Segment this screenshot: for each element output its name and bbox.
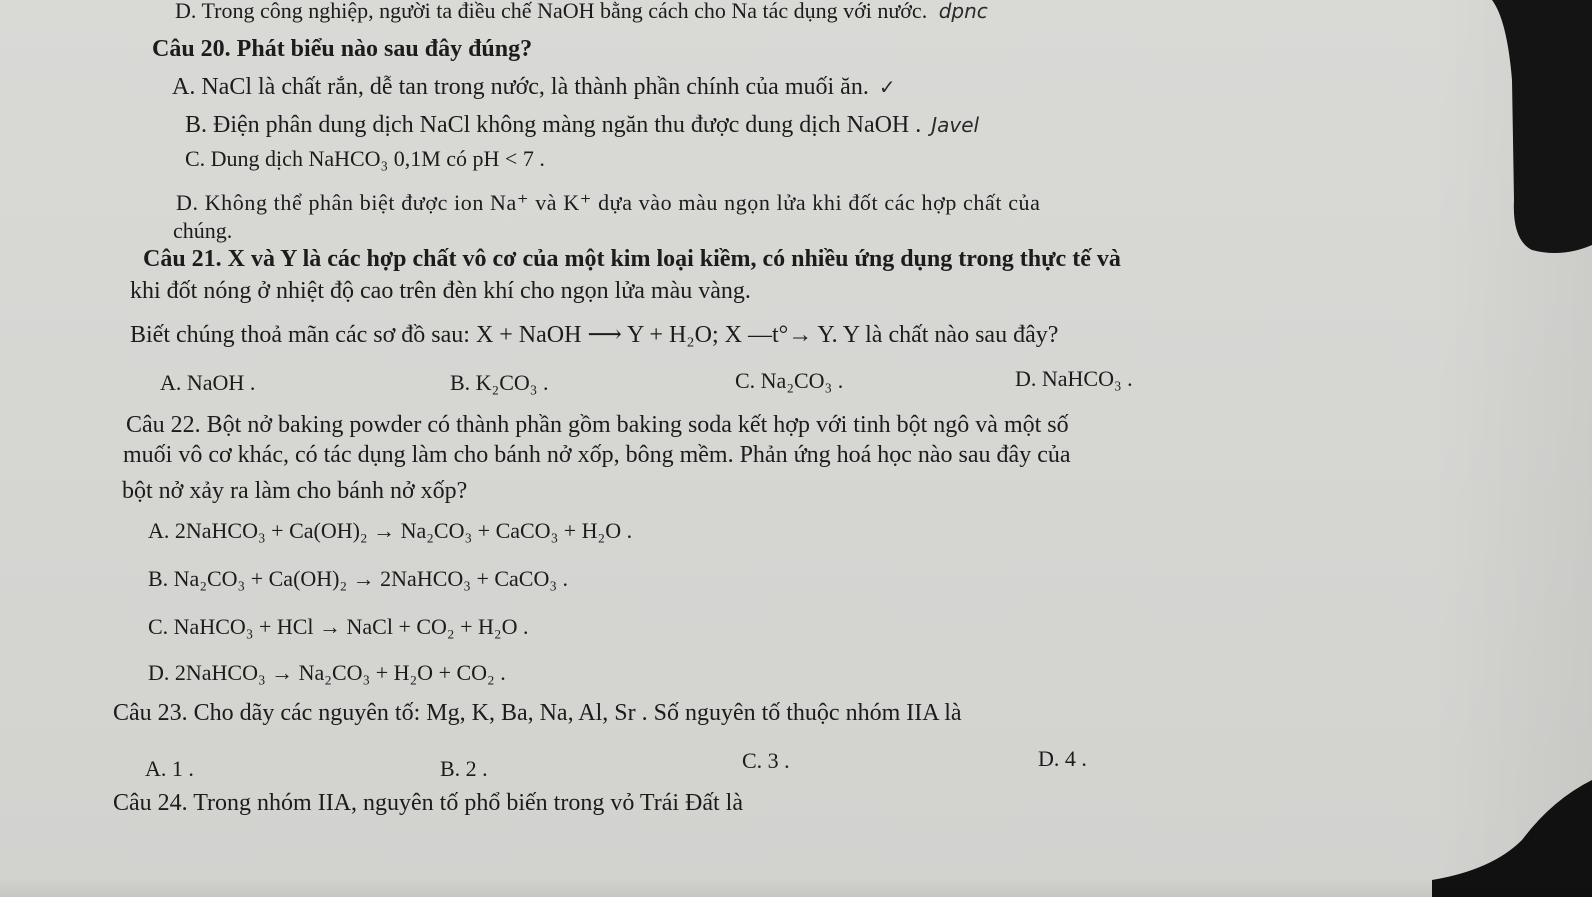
q22-stem-1: Câu 22. Bột nở baking powder có thành phần gồm baking soda kết hợp với tinh bột ngô và một số xyxy=(126,412,1069,438)
q20-option-b: B. Điện phân dung dịch NaCl không màng ngăn thu được dung dịch NaOH . Javel xyxy=(185,112,980,138)
q22-stem-3: bột nở xảy ra làm cho bánh nở xốp? xyxy=(122,478,468,504)
background-object-top xyxy=(1452,0,1592,260)
handwritten-note: dpnc xyxy=(938,0,988,23)
q22-option-a: A. 2NaHCO₃ + Ca(OH)₂ → Na₂CO₃ + CaCO₃ + H₂O . xyxy=(148,518,633,543)
q21-option-b: B. K₂CO₃ . xyxy=(450,370,549,395)
q23-option-d: D. 4 . xyxy=(1038,746,1087,771)
q20-option-c: C. Dung dịch NaHCO₃ 0,1M có pH < 7 . xyxy=(185,146,545,171)
q20-option-d-cont: chúng. xyxy=(173,218,233,243)
q22-option-d: D. 2NaHCO₃ → Na₂CO₃ + H₂O + CO₂ . xyxy=(148,660,506,685)
q19-option-d: D. Trong công nghiệp, người ta điều chế NaOH bằng cách cho Na tác dụng với nước. dpnc xyxy=(175,0,988,23)
q20-title: Câu 20. Phát biểu nào sau đây đúng? xyxy=(152,36,533,62)
q21-stem-3: Biết chúng thoả mãn các sơ đồ sau: X + NaOH ⟶ Y + H₂O; X —t°→ Y. Y là chất nào sau đây? xyxy=(130,322,1059,348)
q22-stem-2: muối vô cơ khác, có tác dụng làm cho bánh nở xốp, bông mềm. Phản ứng hoá học nào sau đây của xyxy=(123,442,1071,468)
q23-option-b: B. 2 . xyxy=(440,756,488,781)
q20-option-d: D. Không thể phân biệt được ion Na⁺ và K⁺ dựa vào màu ngọn lửa khi đốt các hợp chất của xyxy=(176,190,1041,215)
q23-stem: Câu 23. Cho dãy các nguyên tố: Mg, K, Ba, Na, Al, Sr . Số nguyên tố thuộc nhóm IIA là xyxy=(113,700,962,726)
q21-stem-2: khi đốt nóng ở nhiệt độ cao trên đèn khí cho ngọn lửa màu vàng. xyxy=(130,278,751,304)
page-bottom-shadow xyxy=(0,877,1592,897)
q23-option-c: C. 3 . xyxy=(742,748,790,773)
check-mark-icon: ✓ xyxy=(878,75,896,99)
q22-option-b: B. Na₂CO₃ + Ca(OH)₂ → 2NaHCO₃ + CaCO₃ . xyxy=(148,566,569,591)
handwritten-note: Javel xyxy=(931,113,980,137)
q21-stem-1: Câu 21. X và Y là các hợp chất vô cơ của một kim loại kiềm, có nhiều ứng dụng trong thực tế và xyxy=(143,246,1121,272)
q21-option-c: C. Na₂CO₃ . xyxy=(735,368,844,393)
q21-option-a: A. NaOH . xyxy=(160,370,256,395)
q24-stem: Câu 24. Trong nhóm IIA, nguyên tố phổ biến trong vỏ Trái Đất là xyxy=(113,790,743,816)
q20-option-a: A. NaCl là chất rắn, dễ tan trong nước, là thành phần chính của muối ăn. ✓ xyxy=(172,74,896,100)
q21-option-d: D. NaHCO₃ . xyxy=(1015,366,1133,391)
q23-option-a: A. 1 . xyxy=(145,756,194,781)
q22-option-c: C. NaHCO₃ + HCl → NaCl + CO₂ + H₂O . xyxy=(148,614,529,639)
